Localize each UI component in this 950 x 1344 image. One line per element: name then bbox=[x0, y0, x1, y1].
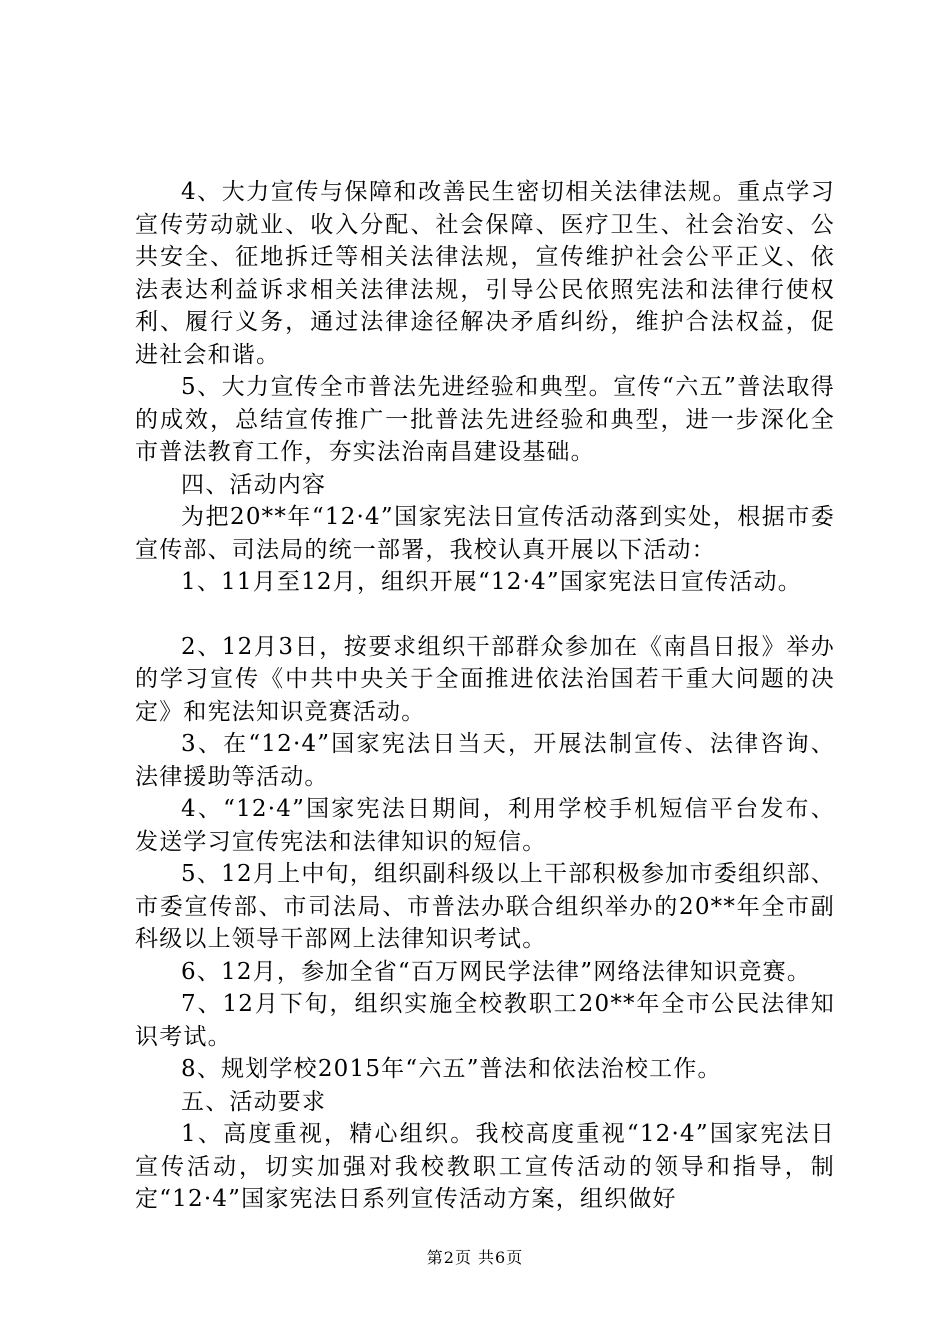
section-heading-activity-requirements: 五、活动要求 bbox=[181, 1088, 327, 1115]
paragraph-item-4: 4、大力宣传与保障和改善民生密切相关法律法规。重点学习宣传劳动就业、收入分配、社会保障、医疗卫生、社会治安、公共安全、征地拆迁等相关法律法规，宣传维护社会公平正义、依法表达利益诉求相关法律法规，引导公民依照宪法和法律行使权利、履行义务，通过法律途径解决矛盾纠纷，维护合法权益，促进社会和谐。 bbox=[135, 179, 835, 368]
paragraph-item-5: 5、大力宣传全市普法先进经验和典型。宣传“六五”普法取得的成效，总结宣传推广一批普法先进经验和典型，进一步深化全市普法教育工作，夯实法治南昌建设基础。 bbox=[135, 374, 835, 465]
paragraph-activity-7: 7、12月下旬，组织实施全校教职工20**年全市公民法律知识考试。 bbox=[135, 991, 835, 1050]
paragraph-activity-6: 6、12月，参加全省“百万网民学法律”网络法律知识竞赛。 bbox=[181, 958, 812, 985]
paragraph-activity-3: 3、在“12·4”国家宪法日当天，开展法制宣传、法律咨询、法律援助等活动。 bbox=[135, 731, 835, 790]
paragraph-requirement-1: 1、高度重视，精心组织。我校高度重视“12·4”国家宪法日宣传活动，切实加强对我校教职工宣传活动的领导和指导，制定“12·4”国家宪法日系列宣传活动方案，组织做好 bbox=[135, 1121, 835, 1212]
document-body bbox=[135, 176, 835, 1216]
paragraph-activity-1: 1、11月至12月，组织开展“12·4”国家宪法日宣传活动。 bbox=[181, 569, 802, 595]
paragraph-activity-4: 4、“12·4”国家宪法日期间，利用学校手机短信平台发布、发送学习宣传宪法和法律知识的短信。 bbox=[135, 796, 835, 855]
page-number-footer: 第2页 共6页 bbox=[426, 1248, 524, 1267]
paragraph-activity-8: 8、规划学校2015年“六五”普法和依法治校工作。 bbox=[181, 1056, 722, 1082]
paragraph-activity-2: 2、12月3日，按要求组织干部群众参加在《南昌日报》举办的学习宣传《中共中央关于全面推进依法治国若干重大问题的决定》和宪法知识竞赛活动。 bbox=[135, 633, 835, 725]
paragraph-activity-5: 5、12月上中旬，组织副科级以上干部积极参加市委组织部、市委宣传部、市司法局、市普法办联合组织举办的20**年全市副科级以上领导干部网上法律知识考试。 bbox=[135, 861, 835, 952]
paragraph-intro: 为把20**年“12·4”国家宪法日宣传活动落到实处，根据市委宣传部、司法局的统一部署，我校认真开展以下活动： bbox=[135, 504, 835, 563]
section-heading-activity-content: 四、活动内容 bbox=[181, 471, 327, 498]
blank-line bbox=[135, 599, 835, 631]
